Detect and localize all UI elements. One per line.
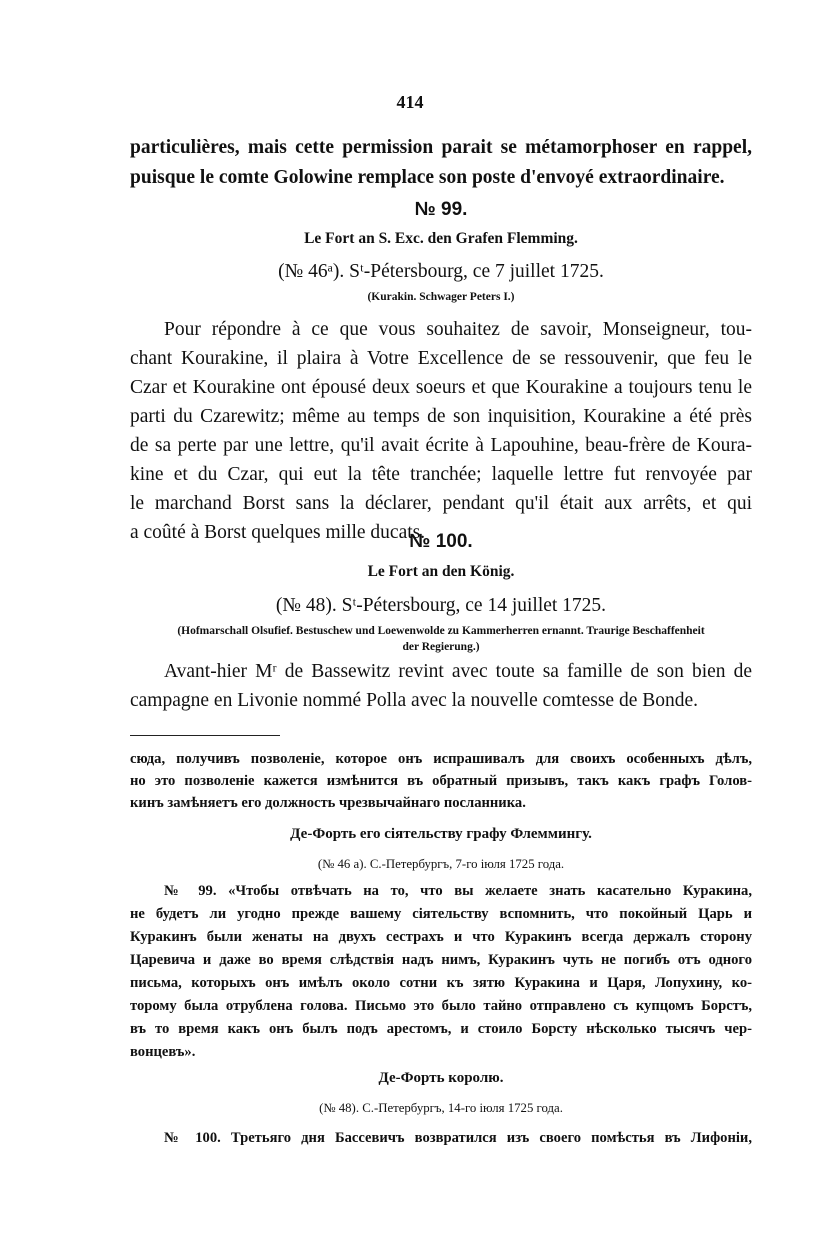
russian-letter-99-line: Куракинъ были женаты на двухъ сестрахъ и что Куракинъ всегда держалъ сторону bbox=[130, 929, 752, 945]
french-intro-line: particulières, mais cette permission parait se métamorphoser en rappel, bbox=[130, 137, 752, 158]
russian-letter-99-line: не будетъ ли угодно прежде вашему сіятельству вспомнить, что покойный Царь и bbox=[130, 906, 752, 922]
letter-99-text-line: Pour répondre à ce que vous souhaitez de savoir, Monseigneur, tou- bbox=[164, 319, 752, 340]
russian-letter-99-heading: Де-Форть его сіятельству графу Флеммингу. bbox=[290, 826, 592, 842]
russian-letter-99-line: № 99. «Чтобы отвѣчать на то, что вы желаете знать касательно Куракина, bbox=[164, 883, 752, 899]
russian-letter-99-line: въ то время какъ онъ былъ подъ арестомъ, и стоило Борсту нѣсколько тысячъ чер- bbox=[130, 1021, 752, 1037]
letter-100-heading: Le Fort an den König. bbox=[367, 563, 515, 580]
letter-99-text-line: parti du Czarewitz; même au temps de son inquisition, Kourakine a été près bbox=[130, 406, 752, 427]
letter-99-text-line: de sa perte par une lettre, qu'il avait écrite à Lapouhine, beau-frère de Koura- bbox=[130, 435, 752, 456]
letter-100-summary: der Regierung.) bbox=[402, 641, 480, 653]
letter-100-dateline: (№ 48). Sᵗ-Pétersbourg, ce 14 juillet 1725. bbox=[275, 595, 607, 616]
russian-letter-99-line: Царевича и даже во время слѣдствія надъ нимъ, Куракинъ чуть не погибъ отъ одного bbox=[130, 952, 752, 968]
letter-100-text-line: Avant-hier Mʳ de Bassewitz revint avec toute sa famille de son bien de bbox=[164, 661, 752, 682]
letter-99-text-line: le marchand Borst sans la déclarer, pendant qu'il était aux arrêts, et qui bbox=[130, 493, 752, 514]
letter-99-number: № 99. bbox=[414, 199, 468, 220]
letter-99-dateline: (№ 46ᵃ). Sᵗ-Pétersbourg, ce 7 juillet 1725. bbox=[278, 261, 604, 282]
letter-100-number: № 100. bbox=[409, 531, 473, 552]
letter-100-summary: (Hofmarschall Olsufief. Bestuschew und Loewenwolde zu Kammerherren ernannt. Traurige Beschaffenheit bbox=[177, 625, 705, 637]
russian-intro-line: сюда, получивъ позволеніе, которое онъ испрашивалъ для своихъ особенныхъ дѣлъ, bbox=[130, 751, 752, 767]
page-number: 414 bbox=[396, 92, 424, 112]
russian-letter-100-line: № 100. Третьяго дня Бассевичъ возвратился изъ своего помѣстья въ Лифоніи, bbox=[164, 1130, 752, 1146]
letter-99-text-line: chant Kourakine, il plaira à Votre Excellence de se ressouvenir, que feu le bbox=[130, 348, 752, 369]
russian-letter-99-line: письма, которыхъ онъ имѣлъ около сотни къ зятю Куракина и Царя, Лопухину, ко- bbox=[130, 975, 752, 991]
french-intro-line: puisque le comte Golowine remplace son poste d'envoyé extraordinaire. bbox=[130, 167, 725, 188]
russian-letter-99-line: торому была отрублена голова. Письмо это было тайно отправлено съ купцомъ Борстъ, bbox=[130, 998, 752, 1014]
russian-letter-100-heading: Де-Форть королю. bbox=[378, 1070, 504, 1086]
letter-99-text-line: a coûté à Borst quelques mille ducats. bbox=[130, 522, 426, 543]
russian-letter-100-dateline: (№ 48). С.-Петербургъ, 14-го іюля 1725 года. bbox=[319, 1101, 563, 1115]
letter-99-heading: Le Fort an S. Exc. den Grafen Flemming. bbox=[304, 230, 578, 247]
letter-99-text-line: Czar et Kourakine ont épousé deux soeurs et que Kourakine a toujours tenu le bbox=[130, 377, 752, 398]
letter-99-summary: (Kurakin. Schwager Peters I.) bbox=[367, 291, 515, 303]
letter-100-text-line: campagne en Livonie nommé Polla avec la nouvelle comtesse de Bonde. bbox=[130, 690, 699, 711]
letter-99-text-line: kine et du Czar, qui eut la tête tranchée; laquelle lettre fut renvoyée par bbox=[130, 464, 752, 485]
footnote-divider bbox=[130, 735, 280, 736]
russian-letter-99-line: вонцевъ». bbox=[130, 1044, 196, 1060]
russian-letter-99-dateline: (№ 46 а). С.-Петербургъ, 7-го іюля 1725 года. bbox=[317, 857, 565, 871]
russian-intro-line: кинъ замѣняетъ его должность чрезвычайнаго посланника. bbox=[130, 795, 526, 811]
russian-intro-line: но это позволеніе кажется измѣнится въ обратный призывъ, такъ какъ графъ Голов- bbox=[130, 773, 752, 789]
